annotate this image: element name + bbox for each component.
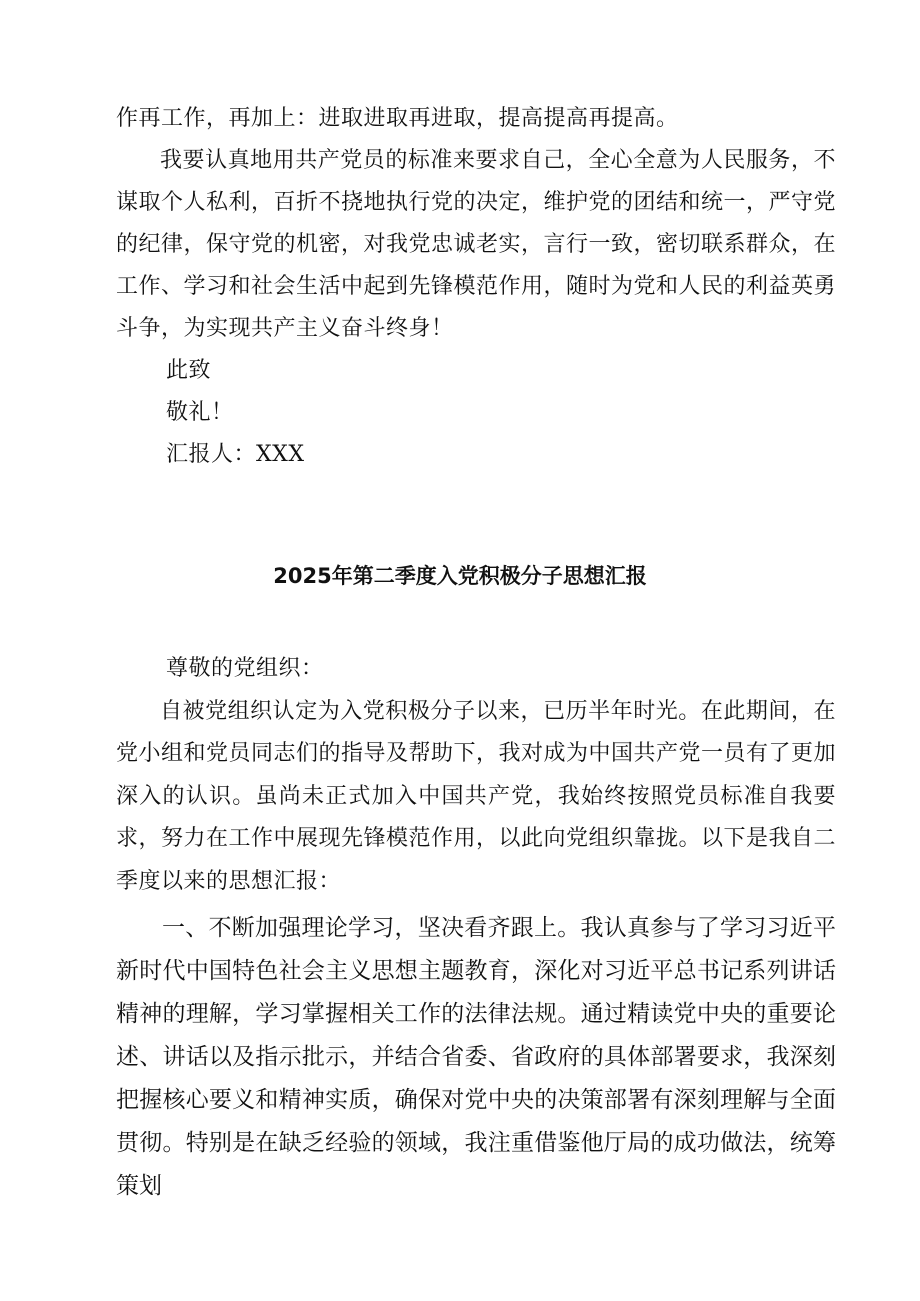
- report-title: 2025年第二季度入党积极分子思想汇报: [273, 564, 647, 588]
- report-section-1-paragraph: 一、不断加强理论学习，坚决看齐跟上。我认真参与了学习习近平新时代中国特色社会主义思想主题教育，深化对习近平总书记系列讲话精神的理解，学习掌握相关工作的法律法规。通过精读党中央的重要论述、讲话以及指示批示，并结合省委、省政府的具体部署要求，我深刻把握核心要义和精神实质，确保对党中央的决策部署有深刻理解与全面贯彻。特别是在缺乏经验的领域，我注重借鉴他厅局的成功做法，统筹策划: [116, 915, 836, 1199]
- letter-closing-salutation: 此致: [166, 358, 212, 383]
- report-opening-section: [116, 648, 836, 903]
- letter-paragraph-continued: 作再工作，再加上：进取进取再进取，提高提高再提高。: [116, 106, 679, 131]
- letter-ending-section: [116, 98, 836, 476]
- letter-paragraph-commitment: 我要认真地用共产党员的标准来要求自己，全心全意为人民服务，不谋取个人私利，百折不挠地执行党的决定，维护党的团结和统一，严守党的纪律，保守党的机密，对我党忠诚老实，言行一致，密切联系群众，在工作、学习和社会生活中起到先锋模范作用，随时为党和人民的利益英勇斗争，为实现共产主义奋斗终身！: [116, 148, 837, 341]
- letter-closing-regards: 敬礼！: [166, 400, 234, 425]
- letter-signature: 汇报人：XXX: [166, 442, 305, 467]
- report-intro-paragraph: 自被党组织认定为入党积极分子以来，已历半年时光。在此期间，在党小组和党员同志们的指导及帮助下，我对成为中国共产党一员有了更加深入的认识。虽尚未正式加入中国共产党，我始终按照党员标准自我要求，努力在工作中展现先锋模范作用，以此向党组织靠拢。以下是我自二季度以来的思想汇报：: [116, 698, 837, 894]
- report-salutation: 尊敬的党组织：: [166, 656, 324, 681]
